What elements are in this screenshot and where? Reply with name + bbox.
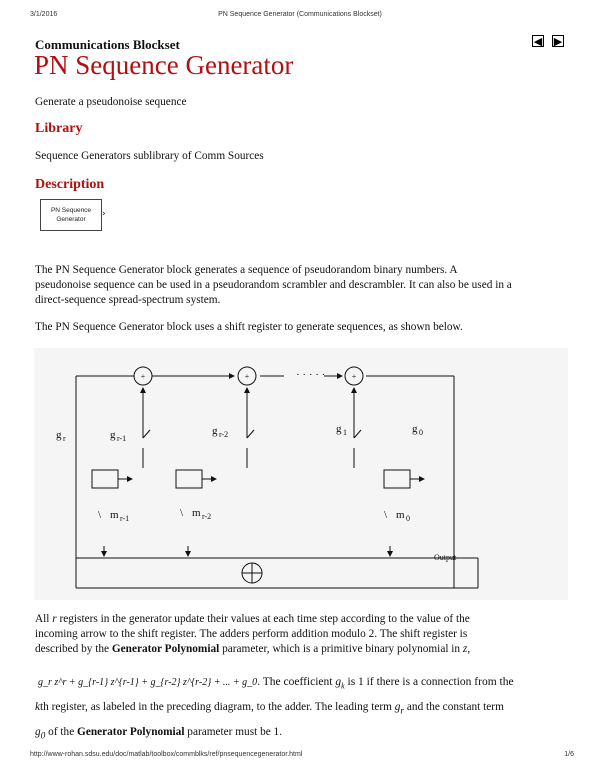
para4-line1-text: th register, as labeled in the preceding diagram, to the adder. The leading term (40, 701, 395, 713)
register-0 (384, 470, 410, 488)
library-text: Sequence Generators sublibrary of Comm Sources (35, 150, 264, 162)
para3-var-z: z (462, 643, 468, 655)
leading-term-g: g (394, 701, 401, 713)
polynomial-expression: g_r z^r + g_{r-1} z^{r-1} + g_{r-2} z^{r-2} + ... + g_0 (38, 677, 258, 688)
m-switch-2: \ (180, 507, 184, 519)
block-icon (40, 199, 102, 231)
print-header-title: PN Sequence Generator (Communications Blockset) (218, 11, 382, 18)
switch-3 (354, 430, 361, 438)
para3-line3 (35, 642, 470, 657)
m-switch-1: \ (98, 509, 102, 521)
subtitle: Generate a pseudonoise sequence (35, 96, 187, 108)
m-label-0: m (396, 509, 405, 521)
print-date: 3/1/2016 (30, 11, 58, 18)
page-title: PN Sequence Generator (34, 50, 294, 80)
register-r-2 (176, 470, 202, 488)
g-label-r: g (56, 429, 62, 441)
para3-line1-post: registers in the generator update their values at each time step according to the value of the (56, 613, 470, 625)
g-label-0: g (412, 423, 418, 435)
switch-1 (143, 430, 150, 438)
coef-sub-k: k (341, 681, 345, 691)
adder-node-2-label: + (244, 372, 250, 381)
generator-polynomial-term: Generator Polynomial (111, 643, 220, 655)
coef-g: g (335, 676, 342, 688)
para3-var-r: r (52, 613, 57, 625)
para4-line1 (35, 700, 504, 719)
g-label-r-1: g (110, 429, 116, 441)
para4-line2 (35, 725, 282, 744)
blockset-name: Communications Blockset (35, 37, 180, 52)
description-para1-line1: The PN Sequence Generator block generates a sequence of pseudorandom binary numbers. A (35, 264, 458, 276)
para3-line3-pre: described by the (35, 643, 112, 655)
para4-line2-pre: of the (45, 726, 78, 738)
constant-term-g: g (35, 726, 41, 738)
generator-polynomial-term-2: Generator Polynomial (77, 726, 185, 738)
constant-term-sub: 0 (40, 731, 46, 742)
m-switch-0: \ (384, 509, 388, 521)
m-label-r-2: m (192, 507, 201, 519)
description-para2: The PN Sequence Generator block uses a shift register to generate sequences, as shown below. (35, 321, 463, 333)
para3-line3-mid: parameter, which is a primitive binary polynomial in (219, 643, 463, 655)
adder-node-1-label: + (140, 372, 146, 381)
formula-text-after2: is 1 if there is a connection from the (344, 676, 514, 688)
switch-2 (247, 430, 254, 438)
block-icon-line1: PN Sequence (50, 207, 92, 214)
diagram-ellipsis: · · · · · (296, 369, 326, 381)
shift-register-svg (34, 348, 568, 600)
output-label: Output (434, 553, 457, 562)
g-sub-0: 0 (419, 428, 423, 437)
para4-var-k: k (35, 701, 41, 713)
leading-term-sub: r (400, 706, 405, 717)
shift-register-diagram (34, 348, 568, 600)
para3-line1 (35, 612, 470, 627)
para4-line2-post: parameter must be 1. (184, 726, 283, 738)
m-sub-r-1: r-1 (120, 514, 130, 523)
m-sub-0: 0 (406, 514, 410, 523)
para3-line3-post: , (467, 643, 471, 655)
polynomial-formula (38, 676, 514, 690)
description-heading: Description (35, 177, 105, 192)
para3-line2: incoming arrow to the shift register. The adders perform addition modulo 2. The shift register is (35, 628, 468, 640)
print-page-number: 1/6 (564, 751, 574, 758)
g-sub-r-2: r-2 (219, 430, 229, 439)
block-icon-line2: Generator (56, 216, 86, 223)
m-label-r-1: m (110, 509, 119, 521)
para3-line1-pre: All (35, 613, 53, 625)
para4-line1-end: and the constant term (404, 701, 504, 713)
left-arrow-icon[interactable]: ◀ (533, 35, 543, 48)
g-label-r-2: g (212, 425, 218, 437)
formula-text-after: . The coefficient (257, 676, 336, 688)
register-r-1 (92, 470, 118, 488)
g-sub-r-1: r-1 (117, 434, 127, 443)
g-sub-r: r (63, 434, 66, 443)
g-label-1: g (336, 423, 342, 435)
adder-node-3-label: + (351, 372, 357, 381)
print-footer-url: http://www-rohan.sdsu.edu/doc/matlab/toolbox/commblks/ref/pnsequencegenerator.html (30, 751, 303, 758)
g-sub-1: 1 (343, 428, 347, 437)
m-sub-r-2: r-2 (202, 512, 212, 521)
description-para1-line2: pseudonoise sequence can be used in a pseudorandom scrambler and descrambler. It can also be used in a (35, 279, 512, 291)
right-arrow-icon[interactable]: ▶ (553, 35, 563, 48)
description-para1-line3: direct-sequence spread-spectrum system. (35, 294, 221, 306)
library-heading: Library (35, 121, 83, 136)
output-port-icon: › (102, 209, 106, 219)
